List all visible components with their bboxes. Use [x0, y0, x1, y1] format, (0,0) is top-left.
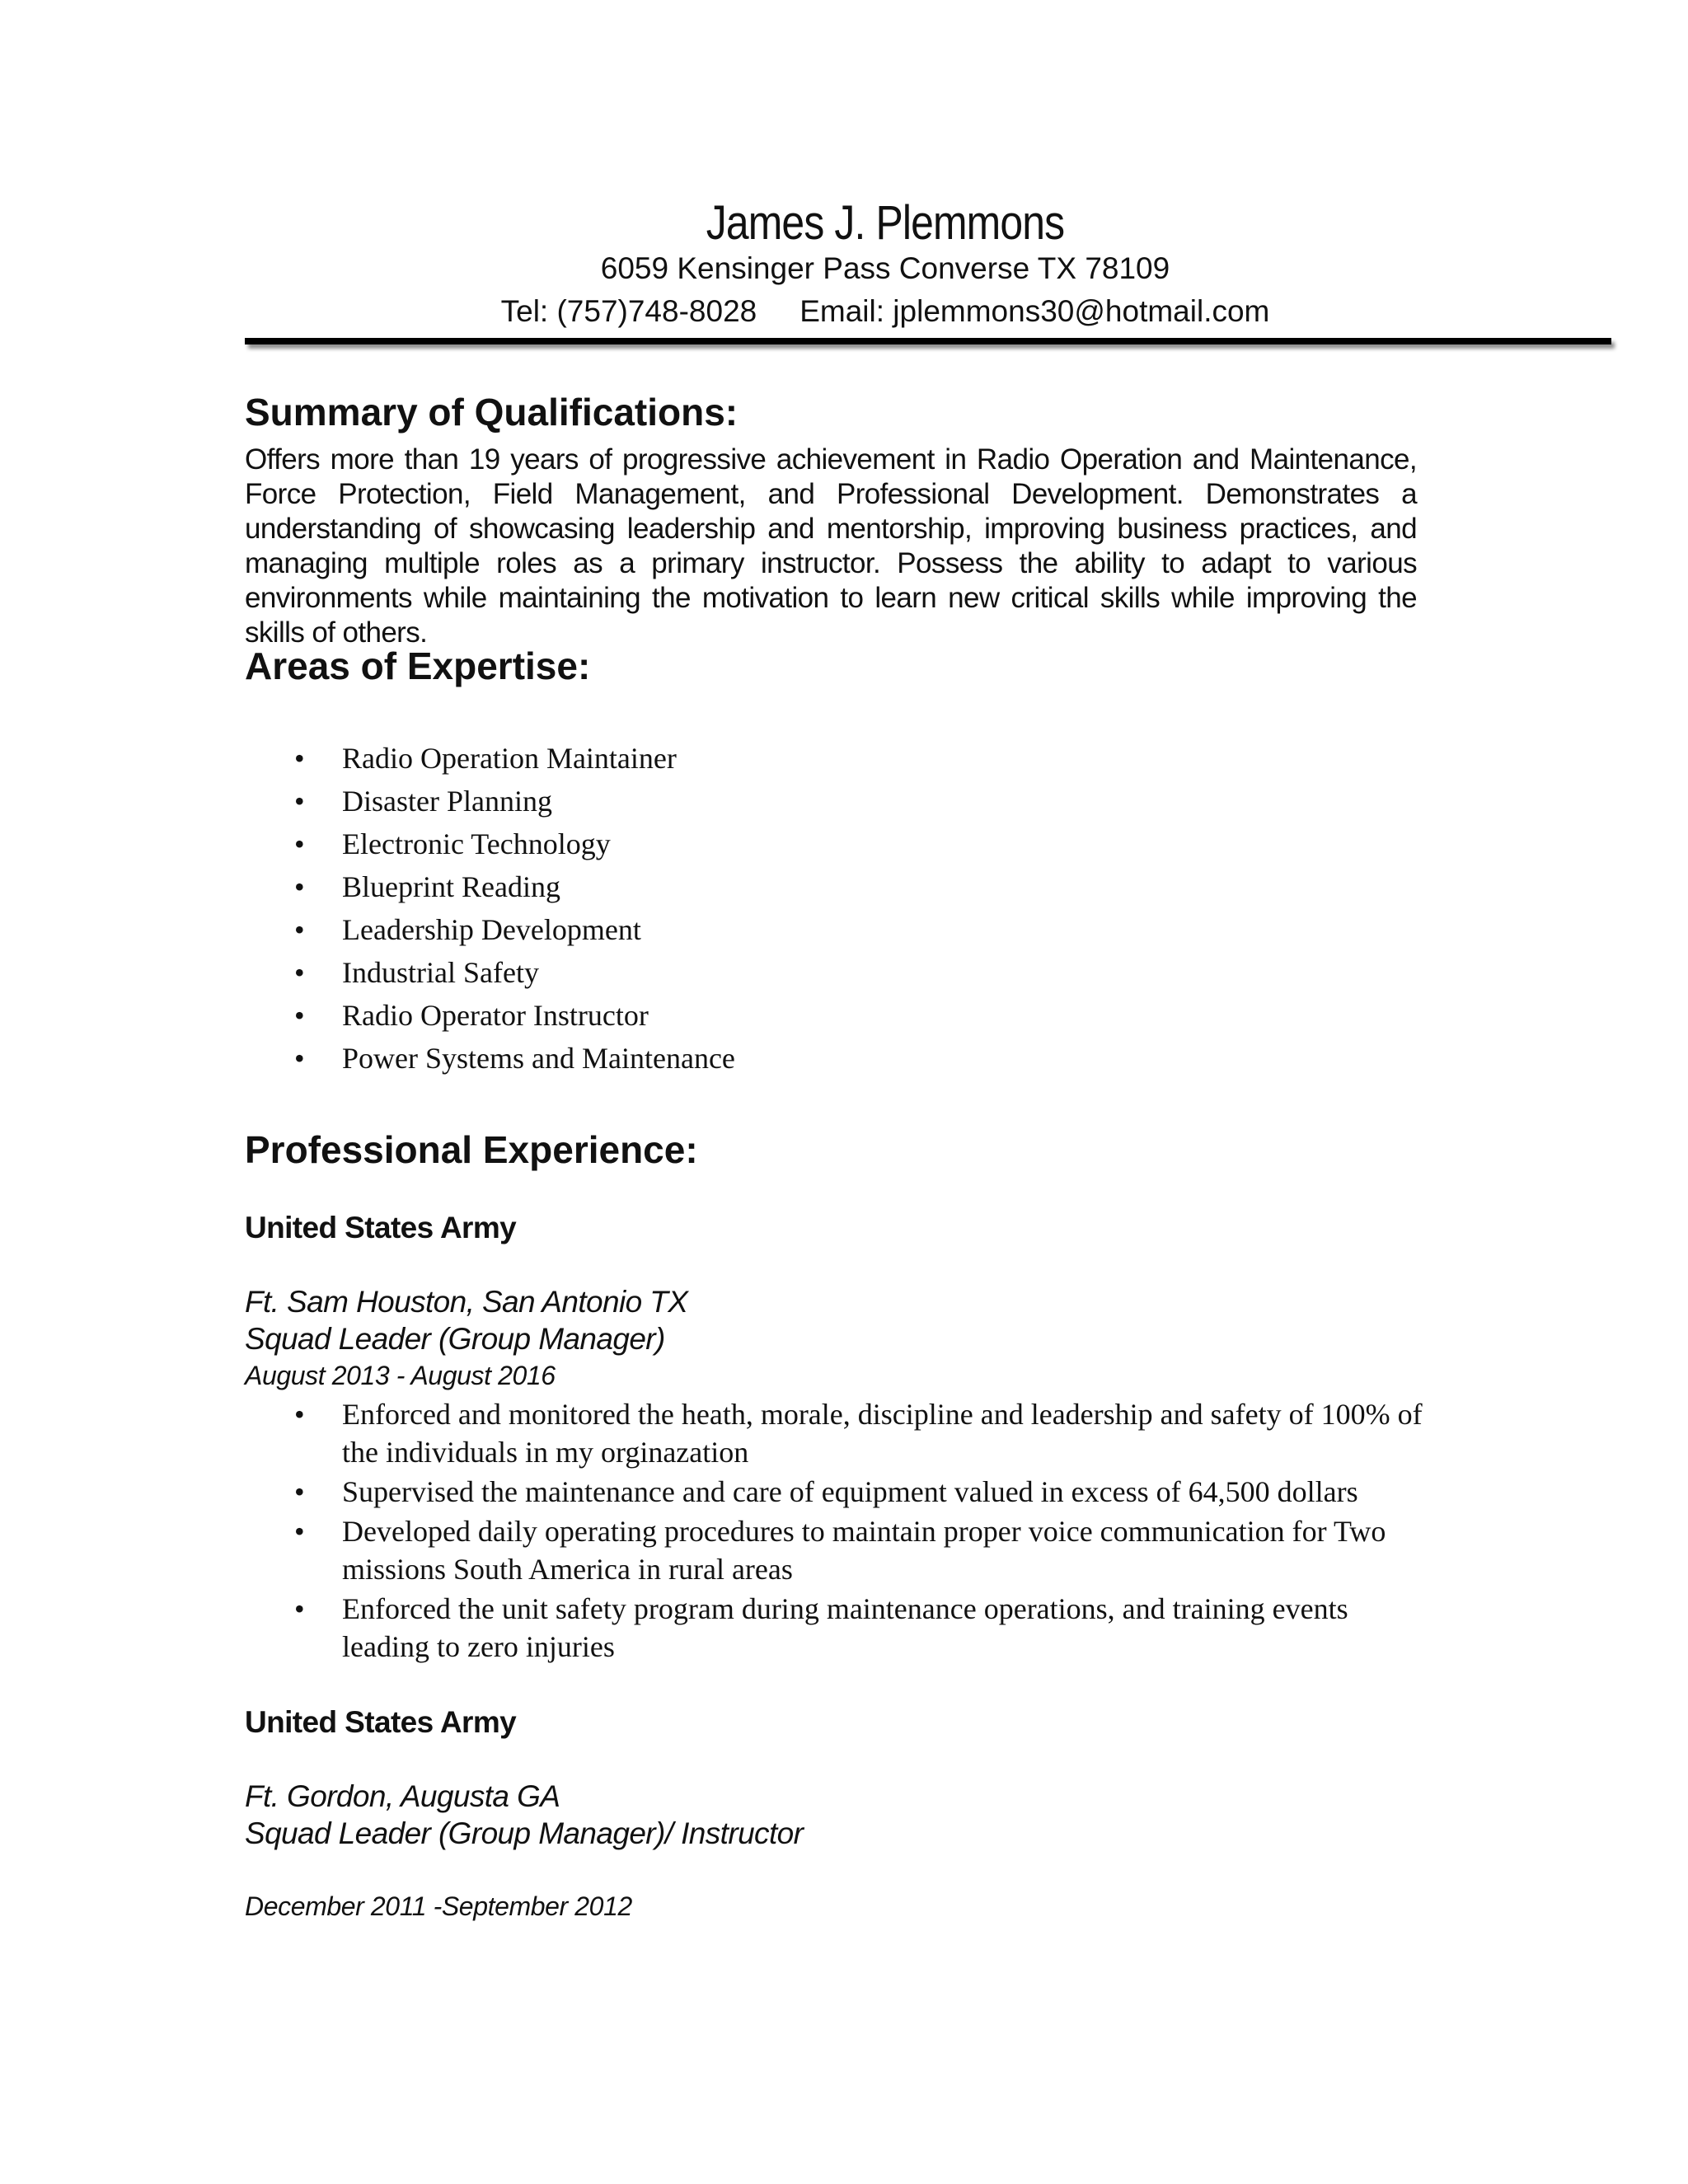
- header-divider: [245, 338, 1611, 344]
- candidate-address: 6059 Kensinger Pass Converse TX 78109: [600, 251, 1170, 285]
- list-item: • Leadership Development: [245, 908, 1234, 951]
- list-item: • Blueprint Reading: [245, 865, 1234, 908]
- job-duties-list: [245, 1395, 1432, 1667]
- bullet-icon: •: [294, 913, 305, 946]
- job-role: Squad Leader (Group Manager)/ Instructor: [245, 1816, 804, 1850]
- bullet-icon: •: [294, 1398, 305, 1431]
- bullet-icon: •: [294, 742, 305, 775]
- list-item: • Enforced the unit safety program during maintenance operations, and training events leading to zero injuries: [245, 1590, 1432, 1666]
- expertise-list: [245, 737, 1234, 1080]
- list-item: • Radio Operation Maintainer: [245, 737, 1234, 780]
- bullet-icon: •: [294, 785, 305, 818]
- email-address: Email: jplemmons30@hotmail.com: [799, 294, 1270, 328]
- bullet-icon: •: [294, 1592, 305, 1625]
- candidate-name: James J. Plemmons: [706, 196, 1065, 250]
- job-dates: August 2013 - August 2016: [245, 1361, 556, 1390]
- job-employer: United States Army: [245, 1211, 517, 1244]
- list-item: • Enforced and monitored the heath, morale, discipline and leadership and safety of 100% of the individuals in my orginazation: [245, 1395, 1432, 1471]
- bullet-icon: •: [294, 827, 305, 860]
- phone-number: Tel: (757)748-8028: [500, 294, 757, 328]
- job-location: Ft. Gordon, Augusta GA: [245, 1779, 560, 1813]
- job-employer: United States Army: [245, 1705, 517, 1739]
- list-item: • Developed daily operating procedures to maintain proper voice communication for Two missions South America in rural areas: [245, 1512, 1432, 1588]
- bullet-icon: •: [294, 1042, 305, 1075]
- list-item: • Power Systems and Maintenance: [245, 1037, 1234, 1080]
- bullet-icon: •: [294, 870, 305, 903]
- experience-heading: Professional Experience:: [245, 1128, 698, 1171]
- job-dates: December 2011 -September 2012: [245, 1891, 632, 1921]
- list-item: • Industrial Safety: [245, 951, 1234, 994]
- bullet-icon: •: [294, 1475, 305, 1508]
- list-item: • Disaster Planning: [245, 780, 1234, 823]
- bullet-icon: •: [294, 1515, 305, 1548]
- expertise-heading: Areas of Expertise:: [245, 644, 591, 687]
- list-item: • Radio Operator Instructor: [245, 994, 1234, 1037]
- summary-heading: Summary of Qualifications:: [245, 391, 738, 434]
- bullet-icon: •: [294, 999, 305, 1032]
- bullet-icon: •: [294, 956, 305, 989]
- list-item: • Electronic Technology: [245, 823, 1234, 865]
- summary-text: Offers more than 19 years of progressive achievement in Radio Operation and Maintenance, Force Protection, Field Management, and Professional Development. Demonstrates a understanding of showcasing leadership and mentorship, improving business practices, and managing multiple roles as a primary instructor. Possess the ability to adapt to various environments while maintaining the motivation to learn new critical skills while improving the skills of others.: [245, 443, 1417, 649]
- job-role: Squad Leader (Group Manager): [245, 1322, 665, 1356]
- contact-line: [41, 293, 1688, 330]
- list-item: • Supervised the maintenance and care of equipment valued in excess of 64,500 dollars: [245, 1473, 1432, 1511]
- job-location: Ft. Sam Houston, San Antonio TX: [245, 1285, 688, 1319]
